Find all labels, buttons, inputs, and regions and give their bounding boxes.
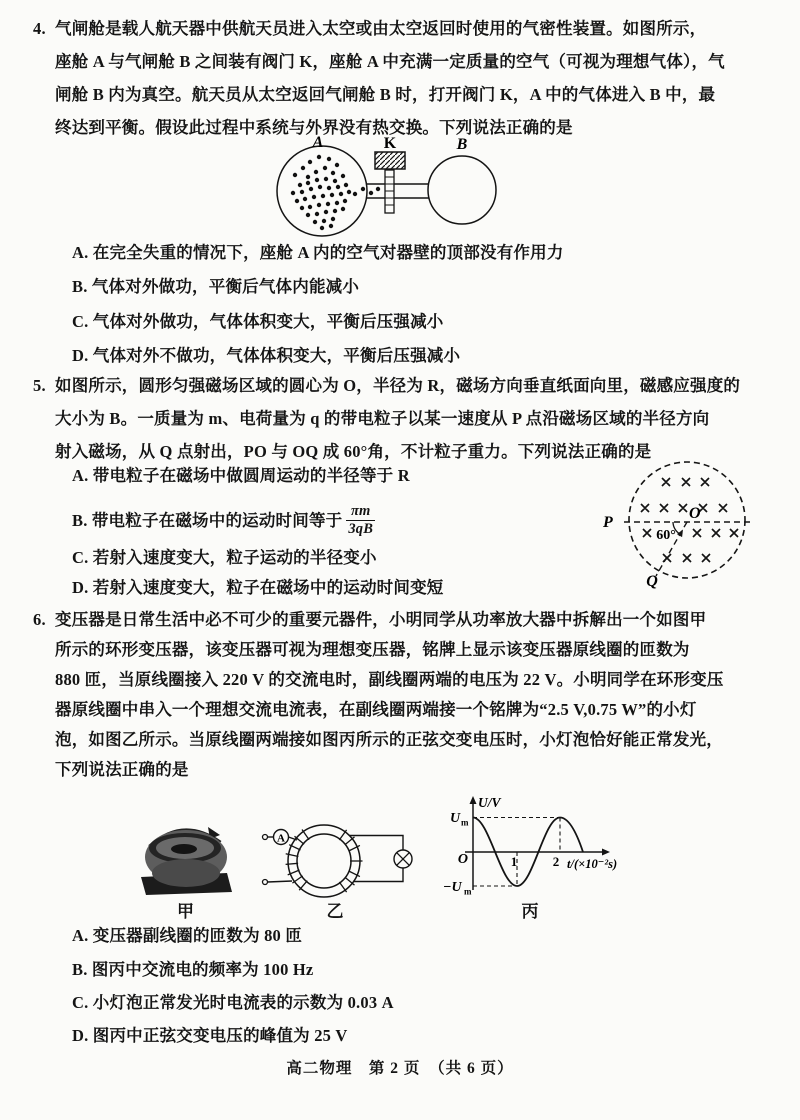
q6-option-d: D. 图丙中正弦交变电压的峰值为 25 V [72,1026,348,1045]
stem-line: 如图所示，圆形匀强磁场区域的圆心为 O，半径为 R，磁场方向垂直纸面向里，磁感应强度的 [55,376,741,395]
field-boundary-circle [629,462,745,578]
tick-1-label: 1 [510,854,518,869]
stem-line: 射入磁场，从 Q 点射出，PO 与 OQ 成 60°角，不计粒子重力。下列说法正确的是 [55,442,652,461]
q4-option-a: A. 在完全失重的情况下，座舱 A 内的空气对器壁的顶部没有作用力 [72,243,564,262]
q6-option-a: A. 变压器副线圈的匝数为 80 匝 [72,926,303,945]
stem-line: 大小为 B。一质量为 m、电荷量为 q 的带电粒子以某一速度从 P 点沿磁场区域的半径方向 [55,409,710,428]
airlock-b-sphere [428,156,496,224]
airlock-diagram [275,135,515,245]
q6-option-b: B. 图丙中交流电的频率为 100 Hz [72,960,314,979]
stem-line: 座舱 A 与气闸舱 B 之间装有阀门 K，座舱 A 中充满一定质量的空气（可视为理想气体），气 [55,52,725,71]
q5-option-b [72,503,375,538]
q4-option-c: C. 气体对外做功，气体体积变大，平衡后压强减小 [72,312,444,331]
magnetic-field-diagram [600,455,800,590]
transformer-photo [138,815,233,905]
stem-line: 所示的环形变压器，该变压器可视为理想变压器，铭牌上显示该变压器原线圈的匝数为 [55,640,690,659]
stem-line: 器原线圈中串入一个理想交流电流表，在副线圈两端接一个铭牌为“2.5 V,0.75 W”的小灯 [55,700,697,719]
secondary-winding-marks [339,830,362,892]
figure-jia-caption: 甲 [177,902,194,921]
negative-peak-label: −U [443,880,462,895]
transformer-circuit-diagram [255,815,415,905]
question-4-number: 4. [33,19,46,38]
y-axis-arrow [470,796,477,804]
fraction-denominator: 3qB [348,521,374,537]
tick-2-label: 2 [552,854,560,869]
q5-option-a: A. 带电粒子在磁场中做圆周运动的半径等于 R [72,466,410,485]
q5-option-d: D. 若射入速度变大，粒子在磁场中的运动时间变短 [72,578,444,597]
question-6-number: 6. [33,610,46,629]
wire-from-lamp [353,868,403,882]
magnetic-field-figure [600,455,800,595]
q5-option-b-text: B. 带电粒子在磁场中的运动时间等于 [72,510,343,530]
toroid-shadow [152,859,220,887]
y-axis-label: U/V [478,795,501,810]
q5-option-b-fraction [346,503,375,538]
voltage-graph-plot [440,793,620,905]
q4-option-d: D. 气体对外不做功，气体体积变大，平衡后压强减小 [72,346,461,365]
transformer-photo-drawing [138,815,233,900]
stem-line: 闸舱 B 内为真空。航天员从太空返回气闸舱 B 时，打开阀门 K，A 中的气体进入 B 中，最 [55,85,716,104]
wire [268,881,293,882]
airlock-b-label: B [456,136,468,153]
question-5-number: 5. [33,376,46,395]
x-axis-arrow [602,849,610,856]
core-outer-ring [288,825,360,897]
figure-yi-caption: 乙 [326,902,344,921]
stem-line: 气闸舱是载人航天器中供航天员进入太空或由太空返回时使用的气密性装置。如图所示， [55,19,707,38]
toroid-hole [171,844,197,854]
airlock-figure [275,135,515,250]
point-o-label: O [689,505,701,522]
stem-line: 880 匝，当原线圈接入 220 V 的交流电时，副线圈两端的电压为 22 V。小明同学在环形变压 [55,670,724,689]
peak-voltage-subscript: m [461,817,469,828]
question-5-stem [33,369,777,468]
point-p-label: P [603,514,613,531]
input-terminal-bottom [263,880,268,885]
valve-k-label: K [383,135,397,152]
q6-option-c: C. 小灯泡正常发光时电流表的示数为 0.03 A [72,993,394,1012]
input-terminal-top [263,835,268,840]
ammeter-label: A [277,832,285,845]
stem-line: 终达到平衡。假设此过程中系统与外界没有热交换。下列说法正确的是 [55,118,573,137]
q4-option-b: B. 气体对外做功，平衡后气体内能减小 [72,277,360,296]
point-q-label: Q [646,573,658,590]
stem-line: 变压器是日常生活中必不可少的重要元器件，小明同学从功率放大器中拆解出一个如图甲 [55,610,707,629]
page-footer: 高二物理 第 2 页 （共 6 页） [286,1060,514,1077]
stem-line: 下列说法正确的是 [55,760,189,779]
core-inner-ring [297,834,351,888]
fraction-numerator: πm [346,503,375,521]
transformer-circuit [255,815,415,910]
cabin-a-sphere [277,146,367,236]
angle-label: 60° [656,528,676,543]
origin-label: O [457,852,468,867]
question-6-stem [33,605,777,785]
voltage-graph [440,793,620,910]
cabin-a-label: A [312,135,324,151]
valve-cap [375,152,405,169]
stem-line: 泡，如图乙所示。当原线圈两端接如图丙所示的正弦交变电压时，小灯泡恰好能正常发光， [55,730,723,749]
negative-peak-subscript: m [464,886,472,897]
figure-bing-caption: 丙 [521,902,539,921]
q5-option-c: C. 若射入速度变大，粒子运动的半径变小 [72,548,377,567]
peak-voltage-label: U [450,811,461,826]
x-axis-label: t/(×10⁻²s) [567,857,618,871]
question-4-stem [33,12,777,144]
